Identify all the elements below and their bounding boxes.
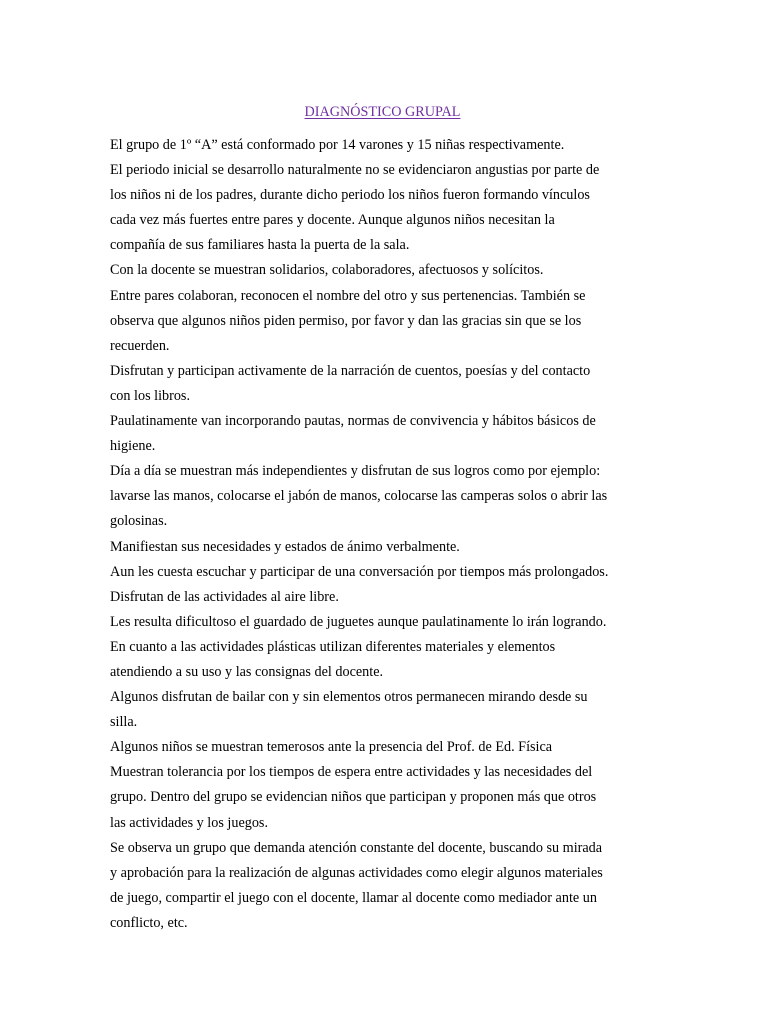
- text-line: En cuanto a las actividades plásticas utilizan diferentes materiales y elementos: [110, 638, 556, 655]
- text-line: lavarse las manos, colocarse el jabón de manos, colocarse las camperas solos o abrir las: [110, 488, 608, 505]
- document-title: DIAGNÓSTICO GRUPAL: [304, 104, 461, 120]
- text-line: cada vez más fuertes entre pares y docente. Aunque algunos niños necesitan la: [110, 212, 555, 229]
- text-line: Algunos disfrutan de bailar con y sin elementos otros permanecen mirando desde su: [110, 689, 588, 706]
- text-line: Se observa un grupo que demanda atención constante del docente, buscando su mirada: [110, 839, 603, 856]
- text-line: las actividades y los juegos.: [110, 814, 269, 831]
- text-line: Día a día se muestran más independientes y disfrutan de sus logros como por ejemplo:: [110, 463, 601, 480]
- text-line: Disfrutan y participan activamente de la narración de cuentos, poesías y del contacto: [110, 362, 591, 379]
- document-body: [110, 133, 655, 936]
- text-line: grupo. Dentro del grupo se evidencian niños que participan y proponen más que otros: [110, 789, 597, 806]
- text-line: conflicto, etc.: [110, 914, 188, 931]
- text-line: observa que algunos niños piden permiso, por favor y dan las gracias sin que se los: [110, 312, 582, 329]
- text-line: silla.: [110, 714, 138, 731]
- text-line: atendiendo a su uso y las consignas del docente.: [110, 663, 384, 680]
- text-line: Les resulta dificultoso el guardado de juguetes aunque paulatinamente lo irán logrando.: [110, 613, 607, 630]
- text-line: compañía de sus familiares hasta la puerta de la sala.: [110, 237, 410, 254]
- text-line: El periodo inicial se desarrollo naturalmente no se evidenciaron angustias por parte de: [110, 162, 600, 179]
- text-line: golosinas.: [110, 513, 168, 530]
- text-line: Muestran tolerancia por los tiempos de espera entre actividades y las necesidades del: [110, 764, 593, 781]
- text-line: recuerden.: [110, 337, 170, 354]
- text-line: con los libros.: [110, 387, 190, 404]
- text-line: higiene.: [110, 438, 156, 455]
- text-line: Entre pares colaboran, reconocen el nombre del otro y sus pertenencias. También se: [110, 287, 586, 304]
- text-line: Manifiestan sus necesidades y estados de ánimo verbalmente.: [110, 538, 460, 555]
- text-line: Paulatinamente van incorporando pautas, normas de convivencia y hábitos básicos de: [110, 413, 596, 430]
- text-line: Aun les cuesta escuchar y participar de una conversación por tiempos más prolongados.: [110, 563, 609, 580]
- text-line: los niños ni de los padres, durante dicho periodo los niños fueron formando vínculos: [110, 187, 590, 204]
- text-line: Con la docente se muestran solidarios, colaboradores, afectuosos y solícitos.: [110, 262, 544, 279]
- text-line: Algunos niños se muestran temerosos ante la presencia del Prof. de Ed. Física: [110, 739, 553, 756]
- text-line: de juego, compartir el juego con el docente, llamar al docente como mediador ante un: [110, 889, 597, 906]
- text-line: El grupo de 1º “A” está conformado por 14 varones y 15 niñas respectivamente.: [110, 137, 565, 153]
- text-line: Disfrutan de las actividades al aire libre.: [110, 588, 339, 605]
- text-line: y aprobación para la realización de algunas actividades como elegir algunos materiales: [110, 864, 603, 881]
